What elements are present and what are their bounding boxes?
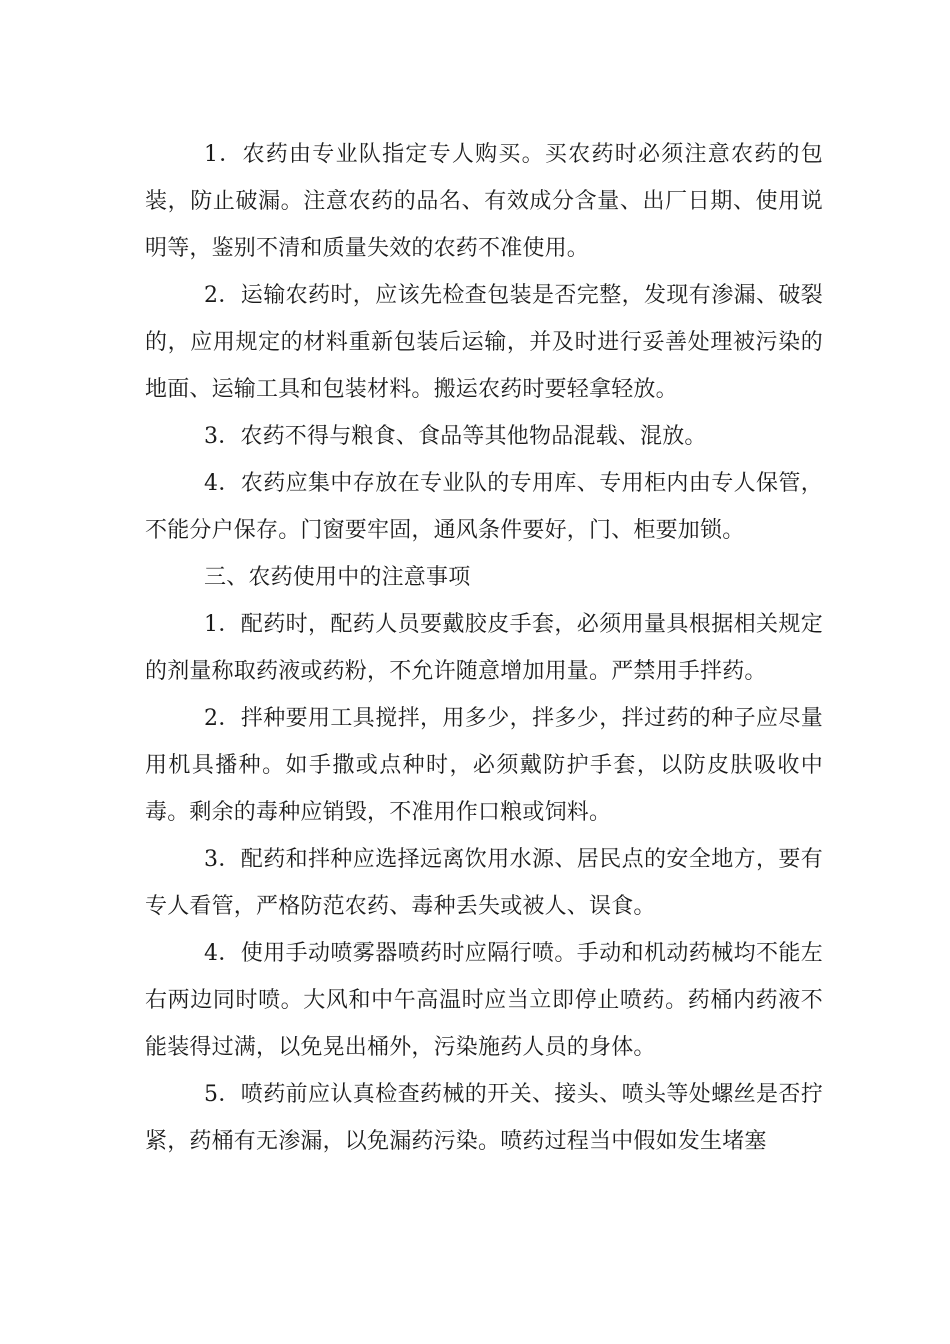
paragraph-safe-location: 3．配药和拌种应选择远离饮用水源、居民点的安全地方，要有专人看管，严格防范农药、毒种丢失或被人、误食。 bbox=[145, 847, 823, 919]
paragraph-purchase: 1．农药由专业队指定专人购买。买农药时必须注意农药的包装，防止破漏。注意农药的品名、有效成分含量、出厂日期、使用说明等，鉴别不清和质量失效的农药不准使用。 bbox=[145, 142, 823, 261]
paragraph-manual-sprayer: 4．使用手动喷雾器喷药时应隔行喷。手动和机动药械均不能左右两边同时喷。大风和中午高温时应当立即停止喷药。药桶内药液不能装得过满，以免晃出桶外，污染施药人员的身体。 bbox=[145, 941, 823, 1060]
paragraph-separate-storage: 3．农药不得与粮食、食品等其他物品混载、混放。 bbox=[204, 424, 707, 449]
paragraph-mixing: 1．配药时，配药人员要戴胶皮手套，必须用量具根据相关规定的剂量称取药液或药粉，不允许随意增加用量。严禁用手拌药。 bbox=[145, 612, 823, 684]
paragraph-transport: 2．运输农药时，应该先检查包装是否完整，发现有渗漏、破裂的，应用规定的材料重新包装后运输，并及时进行妥善处理被污染的地面、运输工具和包装材料。搬运农药时要轻拿轻放。 bbox=[145, 283, 823, 402]
section-heading-usage-notes: 三、农药使用中的注意事项 bbox=[204, 565, 471, 590]
paragraph-central-storage: 4．农药应集中存放在专业队的专用库、专用柜内由专人保管，不能分户保存。门窗要牢固，通风条件要好，门、柜要加锁。 bbox=[145, 471, 823, 543]
document-body bbox=[145, 131, 823, 1165]
paragraph-seed-dressing: 2．拌种要用工具搅拌，用多少，拌多少，拌过药的种子应尽量用机具播种。如手撒或点种时，必须戴防护手套，以防皮肤吸收中毒。剩余的毒种应销毁，不准用作口粮或饲料。 bbox=[145, 706, 823, 825]
paragraph-equipment-check: 5．喷药前应认真检查药械的开关、接头、喷头等处螺丝是否拧紧，药桶有无渗漏，以免漏药污染。喷药过程当中假如发生堵塞 bbox=[145, 1082, 823, 1154]
